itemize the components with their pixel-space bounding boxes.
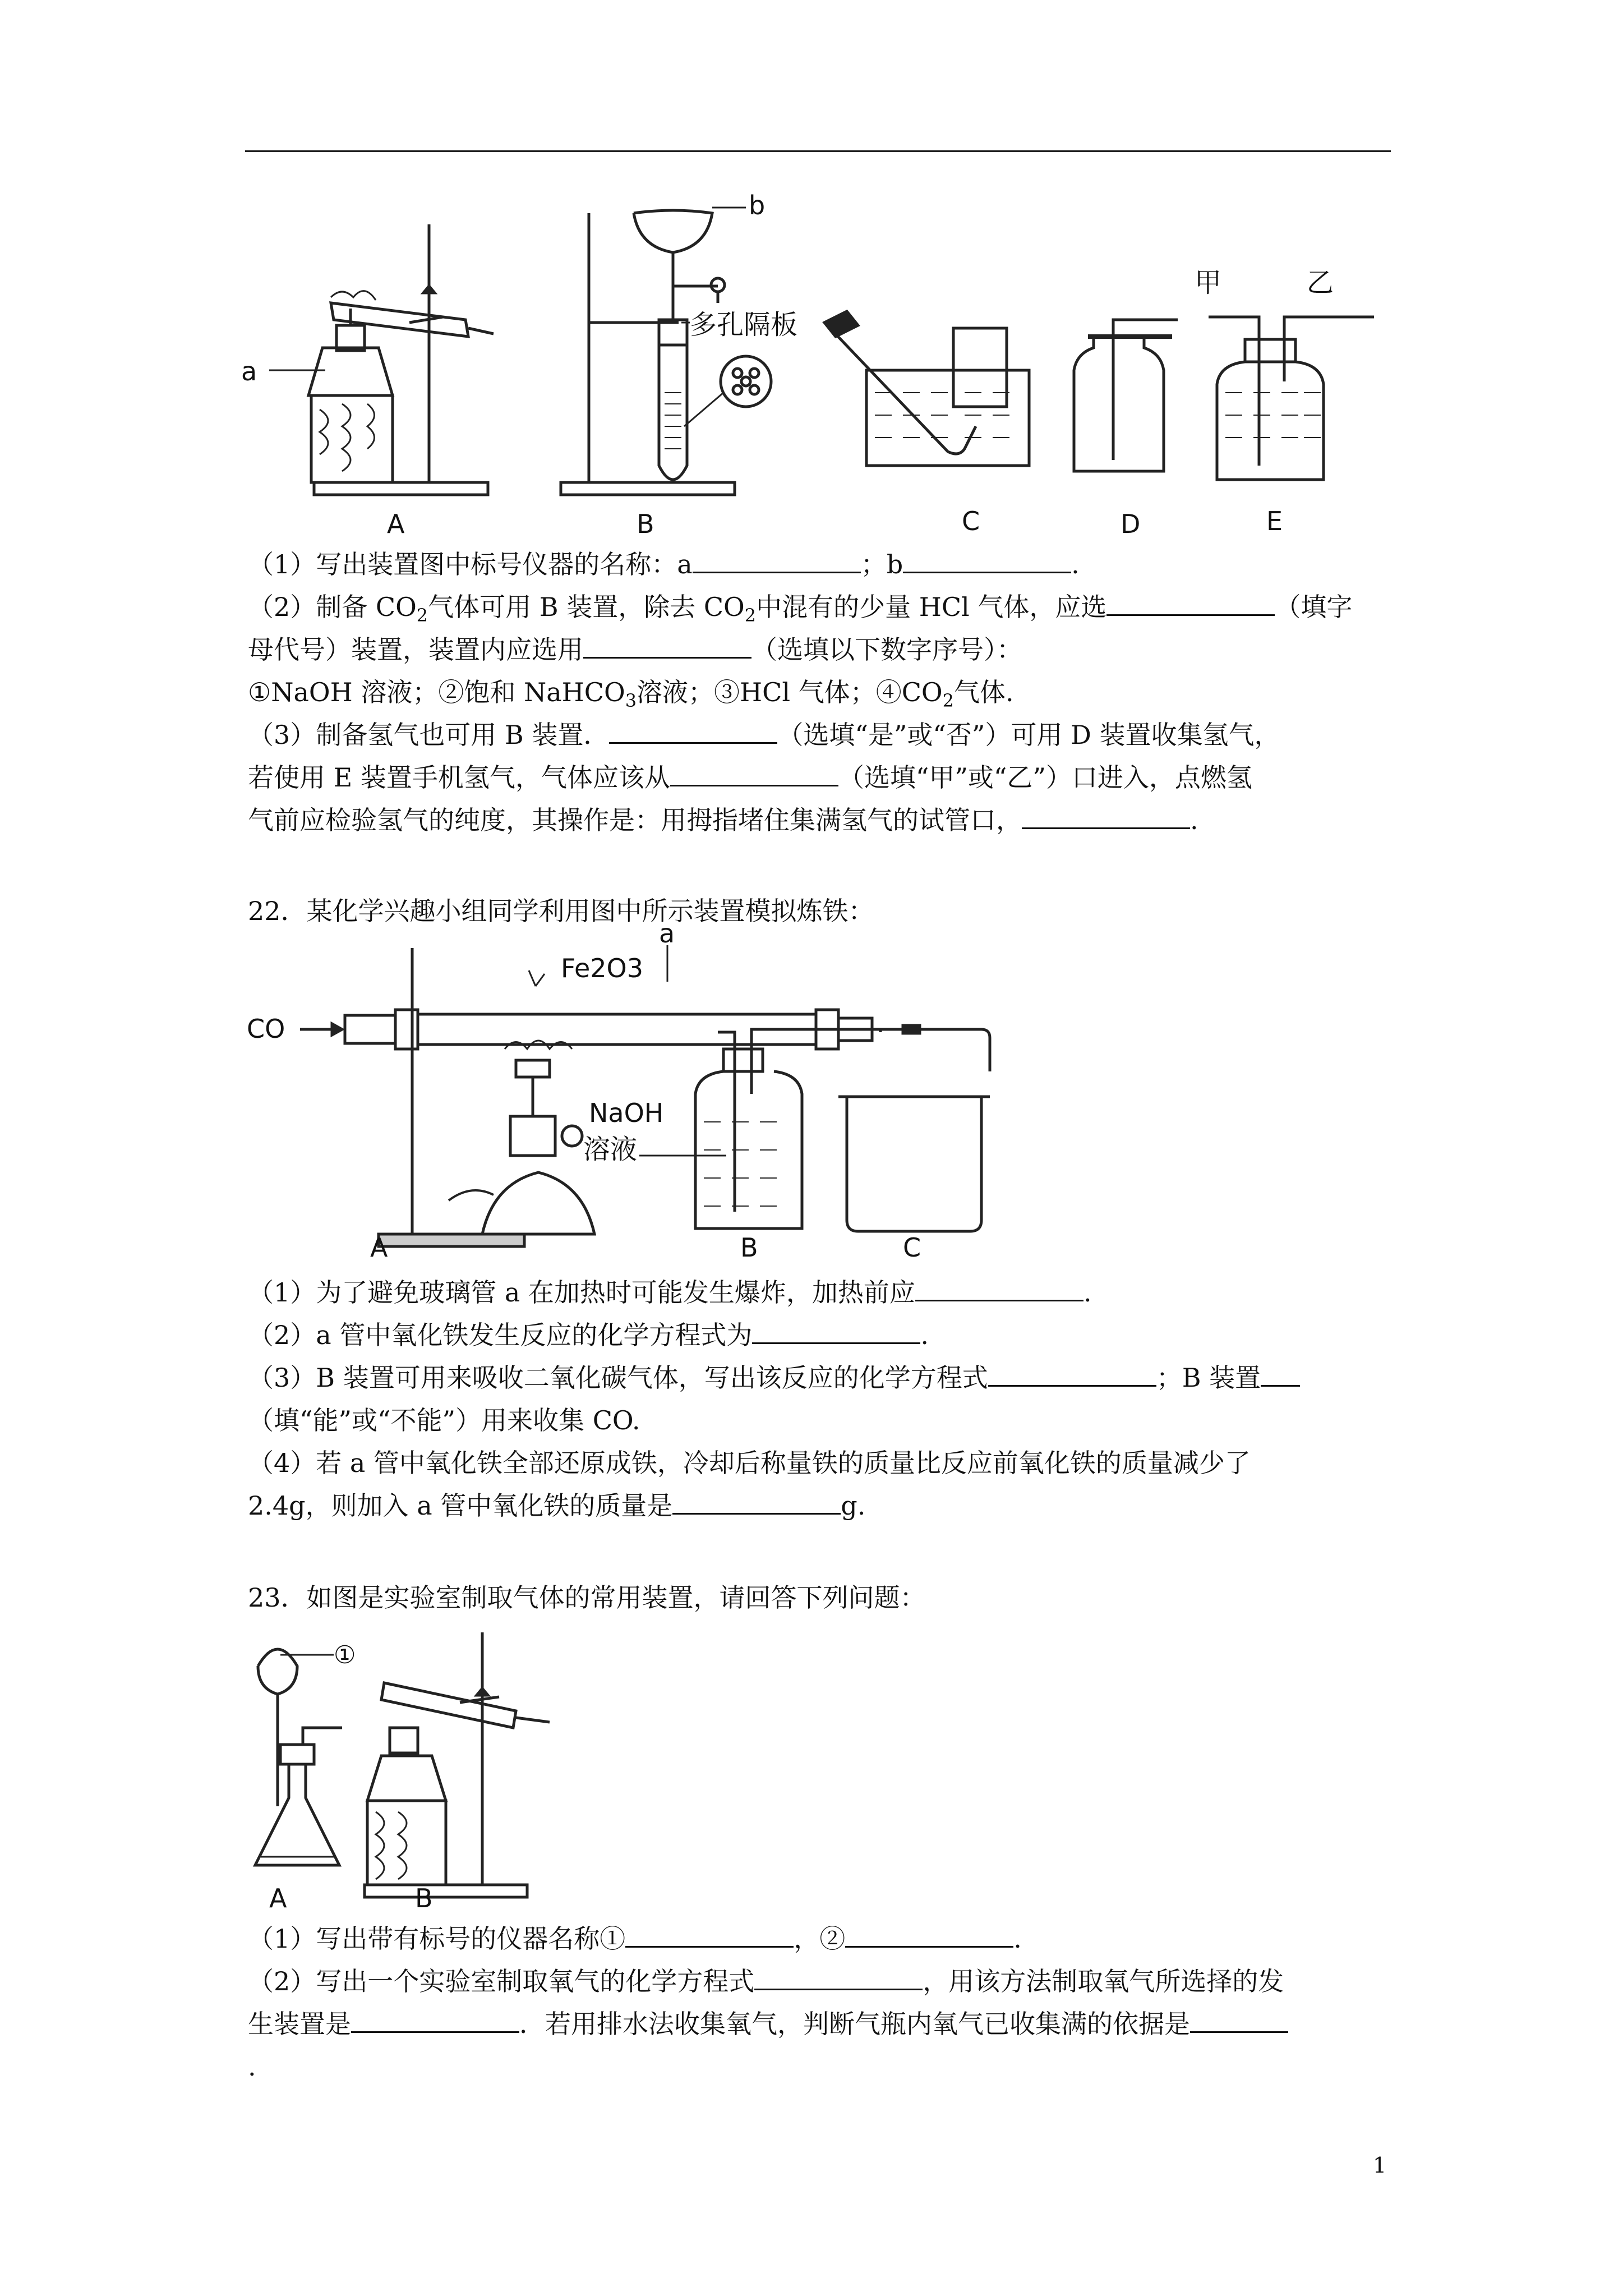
label-a-figure1: a: [241, 356, 257, 386]
caption-e-figure1: E: [1266, 506, 1283, 536]
answer-blank[interactable]: [1261, 1360, 1300, 1387]
q22-part1: （1）为了避免玻璃管 a 在加热时可能发生爆炸，加热前应 .: [248, 1271, 1092, 1314]
label-co: CO: [247, 1014, 285, 1044]
answer-blank[interactable]: [845, 1921, 1013, 1948]
caption-c-figure1: C: [962, 506, 980, 536]
caption-a-figure3: A: [269, 1883, 287, 1913]
answer-blank[interactable]: [625, 1921, 794, 1948]
q22-part3-line2: （填“能”或“不能”）用来收集 CO.: [248, 1405, 640, 1435]
apparatus-e: [1209, 317, 1374, 480]
answer-blank[interactable]: [1106, 590, 1275, 616]
answer-blank[interactable]: [754, 1964, 923, 1990]
figure-q23-apparatus: [247, 1621, 572, 1913]
answer-blank[interactable]: [915, 1275, 1083, 1301]
q21-part2-line2: 母代号）装置，装置内应选用 （选填以下数字序号）：: [248, 628, 1022, 671]
q21-options: ①NaOH 溶液；②饱和 NaHCO$_3$溶液；③HCl 气体；$④CO_2$气体.: [248, 677, 1014, 712]
caption-d-figure1: D: [1121, 509, 1141, 539]
answer-blank[interactable]: [693, 547, 861, 573]
figure-q21-apparatus: [241, 190, 1396, 539]
apparatus-d: [1074, 320, 1178, 471]
q21-part1: （1）写出装置图中标号仪器的名称：a ；b .: [248, 543, 1080, 586]
label-yi: 乙: [1307, 267, 1334, 298]
answer-blank[interactable]: [1022, 803, 1190, 829]
label-a-figure2: a: [659, 918, 675, 949]
label-mark-1: ①: [334, 1641, 356, 1669]
q23-part2-line2: 生装置是 ．若用排水法收集氧气，判断气瓶内氧气已收集满的依据是: [248, 2003, 1288, 2045]
label-solution: 溶液: [583, 1134, 638, 1165]
q23-part2-line3: .: [248, 2051, 256, 2082]
caption-a-figure2: A: [370, 1232, 388, 1263]
caption-b-figure2: B: [740, 1232, 758, 1263]
answer-blank[interactable]: [752, 1318, 920, 1344]
apparatus-b: [561, 208, 771, 495]
q23-part1: （1）写出带有标号的仪器名称① ，② .: [248, 1917, 1022, 1960]
caption-c-figure2: C: [903, 1232, 921, 1263]
answer-blank[interactable]: [1190, 2007, 1288, 2033]
label-fe2o3: Fe2O3: [561, 953, 643, 983]
page-number: 1: [1373, 2153, 1387, 2178]
q23-title: 23．如图是实验室制取气体的常用装置，请回答下列问题：: [248, 1582, 926, 1613]
q21-part3-line2: 若使用 E 装置手机氢气，气体应该从 （选填“甲”或“乙”）口进入，点燃氢: [248, 756, 1252, 799]
answer-blank[interactable]: [351, 2007, 519, 2033]
header-rule: [245, 150, 1391, 152]
caption-b-figure1: B: [637, 509, 654, 539]
label-porous-baffle: 多孔隔板: [690, 309, 798, 341]
answer-blank[interactable]: [583, 632, 751, 659]
q22-part4: （4）若 a 管中氧化铁全部还原成铁，冷却后称量铁的质量比反应前氧化铁的质量减少了: [248, 1448, 1251, 1478]
label-b-figure1: b: [749, 190, 766, 220]
answer-blank[interactable]: [670, 760, 838, 786]
q21-part3-line3: 气前应检验氢气的纯度，其操作是：用拇指堵住集满氢气的试管口， .: [248, 799, 1198, 841]
q22-title: 22．某化学兴趣小组同学利用图中所示装置模拟炼铁：: [248, 896, 874, 926]
label-naoh: NaOH: [589, 1098, 664, 1128]
q21-part3: （3）制备氢气也可用 B 装置． （选填“是”或“否”）可用 D 装置收集氢气，: [248, 714, 1280, 756]
label-jia: 甲: [1195, 267, 1222, 298]
apparatus-a: [269, 224, 494, 495]
caption-a-figure1: A: [387, 509, 405, 539]
apparatus-c: [824, 311, 1029, 466]
caption-b-figure3: B: [415, 1883, 433, 1913]
answer-blank[interactable]: [988, 1360, 1156, 1387]
q22-part3: （3）B 装置可用来吸收二氧化碳气体，写出该反应的化学方程式 ；B 装置: [248, 1356, 1300, 1399]
q22-part2: （2）a 管中氧化铁发生反应的化学方程式为 .: [248, 1314, 929, 1356]
q22-part4-line2: 2.4g，则加入 a 管中氧化铁的质量是 g.: [248, 1484, 865, 1527]
q21-part2: （2）制备 $CO_2$气体可用 B 装置，除去 $CO_2$中混有的少量 HCl 气体，应选 （填字: [248, 586, 1352, 637]
q23-part2: （2）写出一个实验室制取氧气的化学方程式 ，用该方法制取氧气所选择的发: [248, 1960, 1284, 2003]
figure-q22-iron-smelting: [247, 918, 998, 1263]
answer-blank[interactable]: [672, 1488, 841, 1515]
answer-blank[interactable]: [609, 717, 777, 744]
answer-blank[interactable]: [903, 547, 1071, 573]
